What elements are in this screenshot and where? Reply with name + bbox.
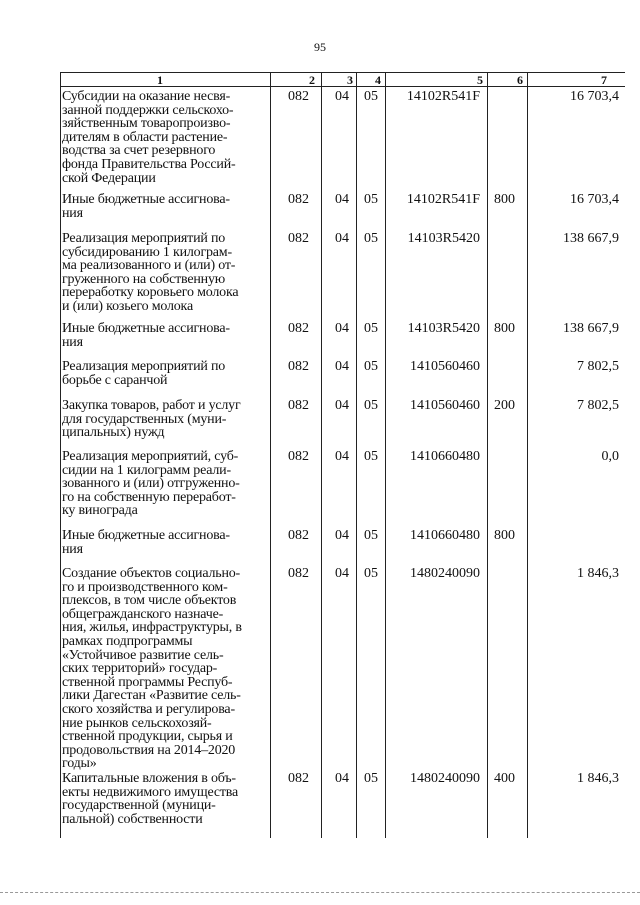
cell-section: 04 [335, 566, 349, 581]
cell-ministry-code: 082 [288, 398, 309, 413]
cell-target-article: 1480240090 [410, 771, 480, 786]
cell-target-article: 14102R541F [406, 89, 480, 104]
cell-subsection: 05 [364, 89, 378, 104]
cell-amount: 7 802,5 [577, 359, 619, 374]
row-description: Реализация мероприятий, суб- сидии на 1 килограмм реали- зованного и (или) отгруженно- го на собственную переработ- ку винограда [62, 449, 240, 519]
cell-amount: 138 667,9 [563, 231, 619, 246]
cell-subsection: 05 [364, 528, 378, 543]
column-divider [270, 72, 271, 838]
cell-ministry-code: 082 [288, 359, 309, 374]
cell-target-article: 1410660480 [410, 449, 480, 464]
cell-amount: 138 667,9 [563, 321, 619, 336]
cell-section: 04 [335, 449, 349, 464]
column-divider [321, 72, 322, 838]
cell-section: 04 [335, 231, 349, 246]
cell-subsection: 05 [364, 321, 378, 336]
cell-expense-type: 400 [494, 771, 515, 786]
cell-amount: 16 703,4 [570, 89, 619, 104]
cell-subsection: 05 [364, 449, 378, 464]
row-description: Реализация мероприятий по субсидированию 1 килограм- ма реализованного и (или) от- груженного на собственную переработку коровьего молока и (или) козьего молока [62, 231, 239, 314]
cell-ministry-code: 082 [288, 528, 309, 543]
cell-ministry-code: 082 [288, 192, 309, 207]
cell-subsection: 05 [364, 231, 378, 246]
cell-target-article: 1410560460 [410, 398, 480, 413]
row-description: Иные бюджетные ассигнова- ния [62, 192, 230, 221]
cell-target-article: 1480240090 [410, 566, 480, 581]
cell-amount: 16 703,4 [570, 192, 619, 207]
cell-section: 04 [335, 398, 349, 413]
cell-expense-type: 800 [494, 192, 515, 207]
cell-subsection: 05 [364, 566, 378, 581]
page-number: 95 [314, 40, 326, 54]
cell-amount: 1 846,3 [577, 566, 619, 581]
cell-section: 04 [335, 528, 349, 543]
cell-amount: 1 846,3 [577, 771, 619, 786]
cell-section: 04 [335, 771, 349, 786]
row-description: Закупка товаров, работ и услуг для государственных (муни- ципальных) нужд [62, 398, 241, 441]
cell-section: 04 [335, 321, 349, 336]
column-divider [356, 72, 357, 838]
cell-expense-type: 800 [494, 528, 515, 543]
cell-ministry-code: 082 [288, 771, 309, 786]
page-bottom-edge [0, 892, 640, 893]
cell-section: 04 [335, 89, 349, 104]
cell-subsection: 05 [364, 192, 378, 207]
cell-section: 04 [335, 359, 349, 374]
header-col-1: 1 [157, 73, 163, 87]
cell-subsection: 05 [364, 359, 378, 374]
row-description: Иные бюджетные ассигнова- ния [62, 321, 230, 350]
cell-ministry-code: 082 [288, 89, 309, 104]
cell-subsection: 05 [364, 398, 378, 413]
cell-subsection: 05 [364, 771, 378, 786]
header-col-6: 6 [517, 73, 523, 87]
row-description: Иные бюджетные ассигнова- ния [62, 528, 230, 557]
column-divider [487, 72, 488, 838]
row-description: Создание объектов социально- го и производственного ком- плексов, в том числе объектов общегражданского назначе- ния, жилья, инфраструктуры, в рамках подпрограммы «Устойчивое развитие сель- ских территорий» государ- ственной программы Респуб- лики Дагестан «Развитие сель- ского хозяйства и регулирова- ние рынков сельскохозяй- ственной продукции, сырья и продовольствия на 2014–2020 годы» [62, 566, 242, 772]
cell-target-article: 14102R541F [406, 192, 480, 207]
cell-expense-type: 800 [494, 321, 515, 336]
cell-target-article: 1410660480 [410, 528, 480, 543]
header-col-4: 4 [375, 73, 381, 87]
row-description: Капитальные вложения в объ- екты недвижимого имущества государственной (муници- пальной) собственности [62, 771, 238, 827]
cell-section: 04 [335, 192, 349, 207]
header-col-5: 5 [477, 73, 483, 87]
cell-ministry-code: 082 [288, 566, 309, 581]
cell-target-article: 14103R5420 [407, 321, 480, 336]
row-description: Реализация мероприятий по борьбе с саранчой [62, 359, 226, 388]
cell-ministry-code: 082 [288, 321, 309, 336]
header-col-2: 2 [309, 73, 315, 87]
cell-expense-type: 200 [494, 398, 515, 413]
cell-amount: 0,0 [601, 449, 619, 464]
cell-target-article: 14103R5420 [407, 231, 480, 246]
column-divider [60, 72, 61, 838]
column-divider [385, 72, 386, 838]
cell-target-article: 1410560460 [410, 359, 480, 374]
header-col-7: 7 [601, 73, 607, 87]
header-col-3: 3 [347, 73, 353, 87]
row-description: Субсидии на оказание несвя- занной поддержки сельскохо- зяйственным товаропроизво- дителям в области растение- водства за счет резервного фонда Правительства Россий- ской Федерации [62, 89, 236, 186]
cell-ministry-code: 082 [288, 449, 309, 464]
cell-amount: 7 802,5 [577, 398, 619, 413]
cell-ministry-code: 082 [288, 231, 309, 246]
